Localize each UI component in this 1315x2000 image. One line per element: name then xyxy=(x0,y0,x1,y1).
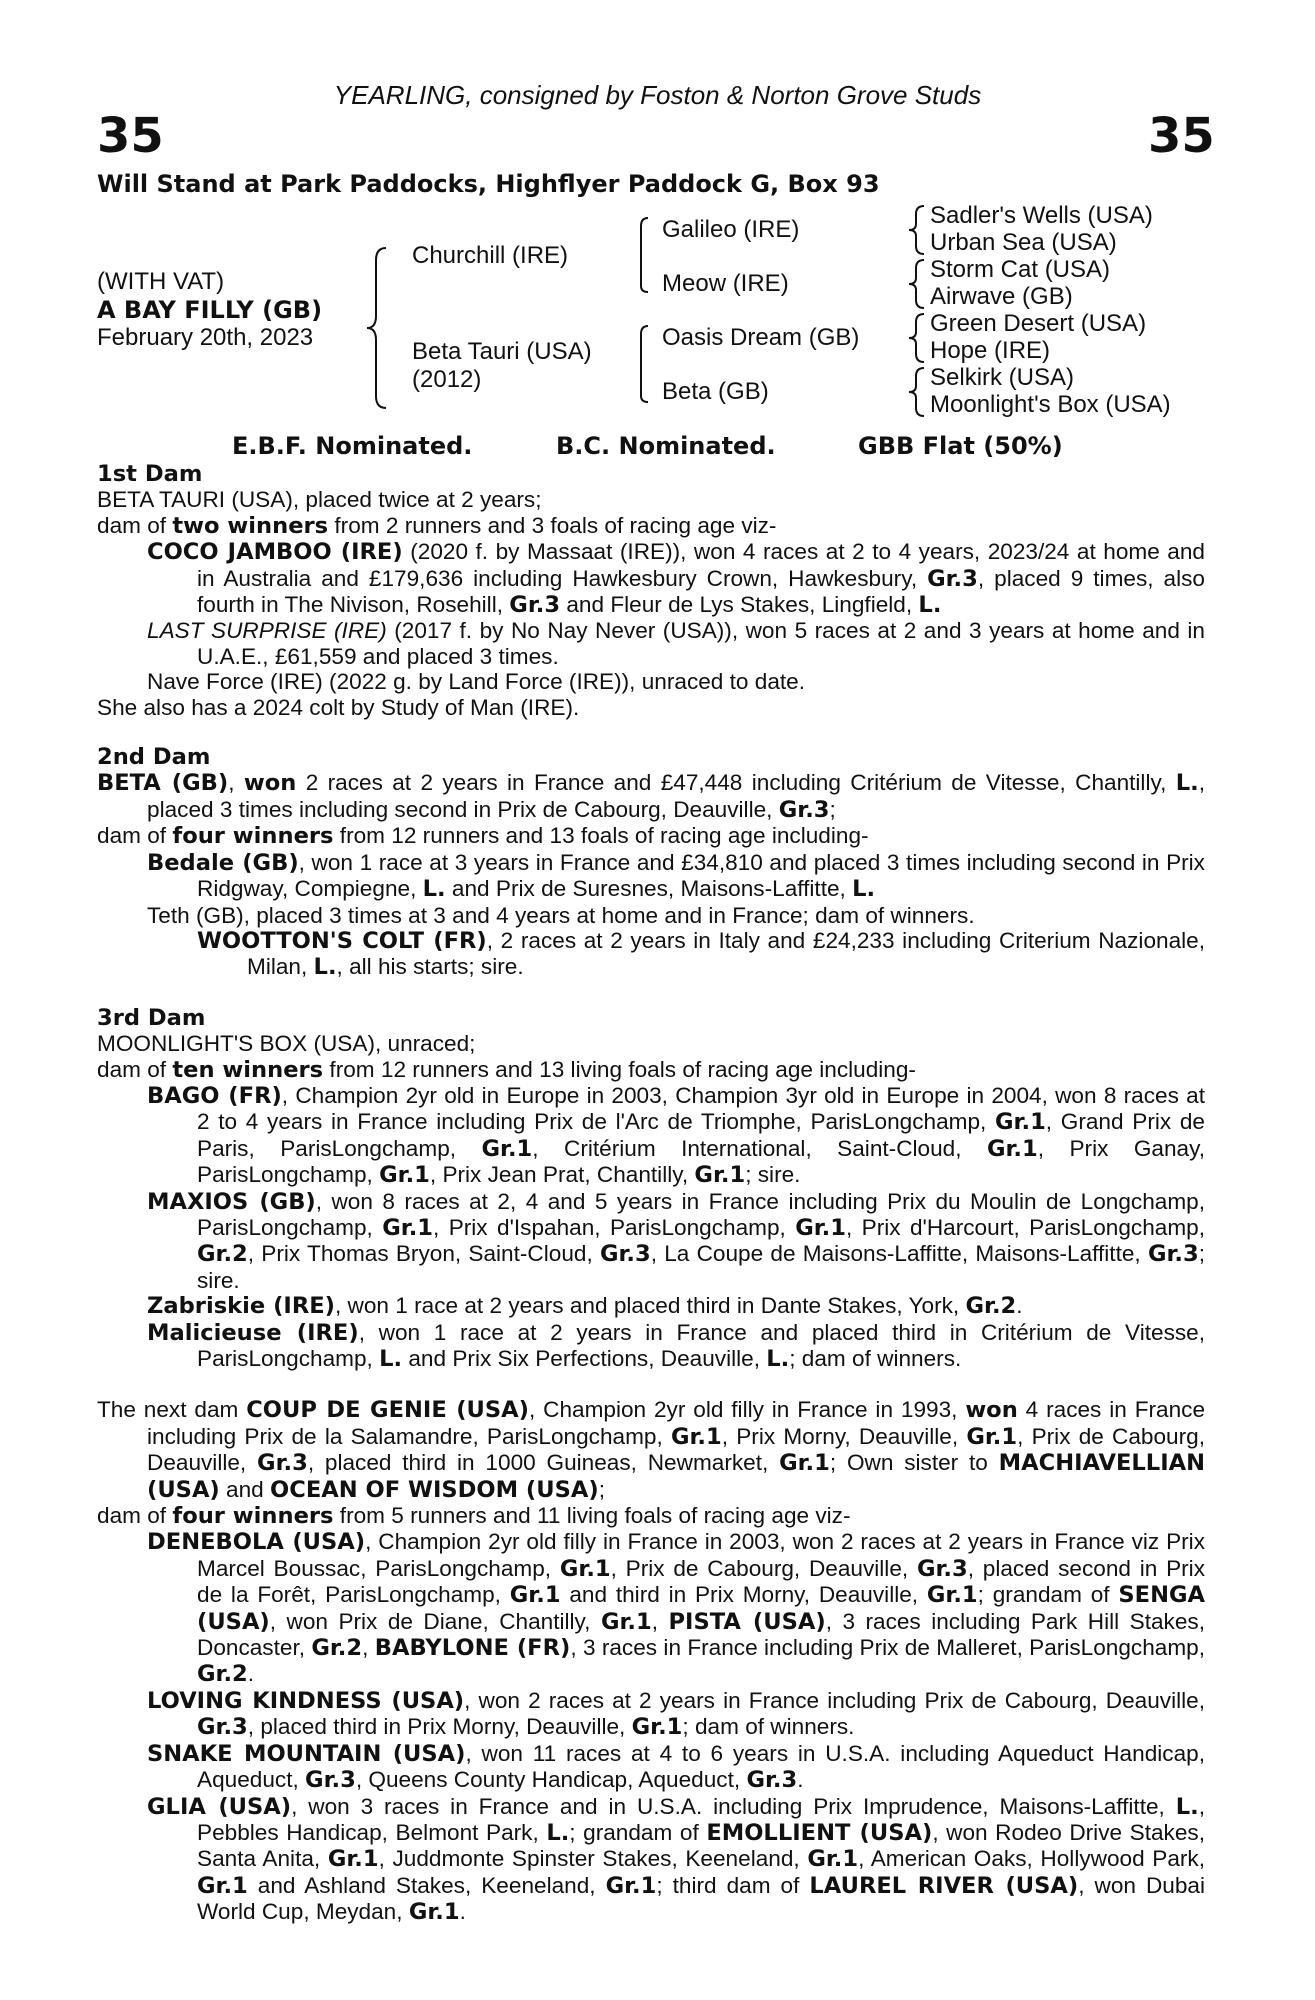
gen3-8: Moonlight's Box (USA) xyxy=(930,391,1171,418)
gen3-3: Storm Cat (USA) xyxy=(930,256,1111,283)
lot-dob: February 20th, 2023 xyxy=(97,324,314,351)
lot-number-left: 35 xyxy=(97,108,164,164)
gen3-4: Airwave (GB) xyxy=(930,283,1073,310)
gen3-brace-2 xyxy=(906,258,928,310)
progeny-last-surprise: LAST SURPRISE (IRE) (2017 f. by No Nay Never (USA)), won 5 races at 2 and 3 years at home and in U.A.E., £61,559 and placed 3 times. xyxy=(147,618,1205,669)
progeny-woottons-colt: WOOTTON'S COLT (FR), 2 races at 2 years in Italy and £24,233 including Criterium Nazionale, Milan, L., all his starts; sire. xyxy=(197,927,1205,981)
progeny-zabriskie: Zabriskie (IRE), won 1 race at 2 years and placed third in Dante Stakes, York, Gr.2. xyxy=(147,1293,1023,1320)
gen3-6: Hope (IRE) xyxy=(930,337,1051,364)
first-dam-produce-line: dam of two winners from 2 runners and 3 foals of racing age viz- xyxy=(97,512,777,539)
progeny-nave-force: Nave Force (IRE) (2022 g. by Land Force (IRE)), unraced to date. xyxy=(147,669,806,695)
gen3-brace-1 xyxy=(906,204,928,256)
consignment-note: YEARLING, consigned by Foston & Norton Grove Studs xyxy=(333,80,982,110)
progeny-teth: Teth (GB), placed 3 times at 3 and 4 years at home and in France; dam of winners. xyxy=(147,902,975,928)
gen3-1: Sadler's Wells (USA) xyxy=(930,202,1153,229)
bc-nomination: B.C. Nominated. xyxy=(556,432,776,460)
dam-sire: Oasis Dream (GB) xyxy=(662,324,860,351)
lot-name: A BAY FILLY (GB) xyxy=(97,296,323,324)
next-dam-produce-line: dam of four winners from 5 runners and 11 living foals of racing age viz- xyxy=(97,1503,851,1530)
gen3-7: Selkirk (USA) xyxy=(930,364,1075,391)
dam-dam: Beta (GB) xyxy=(662,378,769,405)
dam: Beta Tauri (USA) xyxy=(412,338,592,365)
progeny-loving-kindness: LOVING KINDNESS (USA), won 2 races at 2 years in France including Prix de Cabourg, Deauville, Gr.3, placed third in Prix Morny, Deauville, Gr.1; dam of winners. xyxy=(147,1687,1205,1741)
sire-dam: Meow (IRE) xyxy=(662,270,789,297)
progeny-malicieuse: Malicieuse (IRE), won 1 race at 2 years in France and placed third in Critérium de Vitesse, ParisLongchamp, L. and Prix Six Perfections, Deauville, L.; dam of winners. xyxy=(147,1319,1206,1372)
stand-location: Will Stand at Park Paddocks, Highflyer Paddock G, Box 93 xyxy=(97,170,880,198)
gen3-2: Urban Sea (USA) xyxy=(930,229,1117,256)
next-dam-entry: The next dam COUP DE GENIE (USA), Champion 2yr old filly in France in 1993, won 4 races in France including Prix de la Salamandre, ParisLongchamp, Gr.1, Prix Morny, Deauville, Gr.1, Prix de Cabourg, Deauville, Gr.3, placed third in 1000 Guineas, Newmarket, Gr.1; Own sister to MACHIAVELLIAN (USA) and OCEAN OF WISDOM (USA); xyxy=(97,1397,1206,1503)
gbb-flat: GBB Flat (50%) xyxy=(858,432,1063,460)
first-dam-line: BETA TAURI (USA), placed twice at 2 years; xyxy=(97,487,542,513)
gen3-brace-4 xyxy=(906,366,928,418)
third-dam-line: MOONLIGHT'S BOX (USA), unraced; xyxy=(97,1031,476,1057)
first-dam-also: She also has a 2024 colt by Study of Man (IRE). xyxy=(97,694,580,720)
progeny-glia: GLIA (USA), won 3 races in France and in U.S.A. including Prix Imprudence, Maisons-Laffitte, L., Pebbles Handicap, Belmont Park, L.; grandam of EMOLLIENT (USA), won Rodeo Drive Stakes, Santa Anita, Gr.1, Juddmonte Spinster Stakes, Keeneland, Gr.1, American Oaks, Hollywood Park, Gr.1 and Ashland Stakes, Keeneland, Gr.1; third dam of LAUREL RIVER (USA), won Dubai World Cup, Meydan, Gr.1. xyxy=(147,1793,1205,1926)
second-dam-entry: BETA (GB), won 2 races at 2 years in France and £47,448 including Critérium de Vitesse, Chantilly, L., placed 3 times including second in Prix de Cabourg, Deauville, Gr.3; xyxy=(97,770,1206,823)
second-dam-produce-line: dam of four winners from 12 runners and 13 foals of racing age including- xyxy=(97,823,869,850)
ebf-nomination: E.B.F. Nominated. xyxy=(232,432,473,460)
progeny-denebola: DENEBOLA (USA), Champion 2yr old filly in France in 2003, won 2 races at 2 years in France viz Prix Marcel Boussac, ParisLongchamp, Gr.1, Prix de Cabourg, Deauville, Gr.3, placed second in Prix de la Forêt, ParisLongchamp, Gr.1 and third in Prix Morny, Deauville, Gr.1; grandam of SENGA (USA), won Prix de Diane, Chantilly, Gr.1, PISTA (USA), 3 races including Park Hill Stakes, Doncaster, Gr.2, BABYLONE (FR), 3 races in France including Prix de Malleret, ParisLongchamp, Gr.2. xyxy=(147,1529,1206,1688)
third-dam-produce-line: dam of ten winners from 12 runners and 13 living foals of racing age including- xyxy=(97,1056,916,1083)
lot-number-right: 35 xyxy=(1148,108,1215,164)
second-dam-heading: 2nd Dam xyxy=(97,744,211,771)
gen3-5: Green Desert (USA) xyxy=(930,310,1147,337)
progeny-snake-mountain: SNAKE MOUNTAIN (USA), won 11 races at 4 to 6 years in U.S.A. including Aqueduct Handicap, Aqueduct, Gr.3, Queens County Handicap, Aqueduct, Gr.3. xyxy=(147,1740,1205,1794)
catalogue-body xyxy=(97,462,1205,1926)
dam-year: (2012) xyxy=(412,366,482,393)
gen3-brace-3 xyxy=(906,312,928,364)
vat-note: (WITH VAT) xyxy=(97,268,225,295)
progeny-maxios: MAXIOS (GB), won 8 races at 2, 4 and 5 years in France including Prix du Moulin de Longchamp, ParisLongchamp, Gr.1, Prix d'Ispahan, ParisLongchamp, Gr.1, Prix d'Harcourt, ParisLongchamp, Gr.2, Prix Thomas Bryon, Saint-Cloud, Gr.3, La Coupe de Maisons-Laffitte, Maisons-Laffitte, Gr.3; sire. xyxy=(147,1188,1206,1293)
progeny-bedale: Bedale (GB), won 1 race at 3 years in France and £34,810 and placed 3 times including second in Prix Ridgway, Compiegne, L. and Prix de Suresnes, Maisons-Laffitte, L. xyxy=(147,849,1205,903)
pedigree-main-brace xyxy=(364,246,390,410)
progeny-bago: BAGO (FR), Champion 2yr old in Europe in 2003, Champion 3yr old in Europe in 2004, won 8 races at 2 to 4 years in France including Prix de l'Arc de Triomphe, ParisLongchamp, Gr.1, Grand Prix de Paris, ParisLongchamp, Gr.1, Critérium International, Saint-Cloud, Gr.1, Prix Ganay, ParisLongchamp, Gr.1, Prix Jean Prat, Chantilly, Gr.1; sire. xyxy=(147,1082,1206,1189)
sire: Churchill (IRE) xyxy=(412,242,569,269)
progeny-coco-jamboo: COCO JAMBOO (IRE) (2020 f. by Massaat (IRE)), won 4 races at 2 to 4 years, 2023/24 at home and in Australia and £179,636 including Hawkesbury Crown, Hawkesbury, Gr.3, placed 9 times, also fourth in The Nivison, Rosehill, Gr.3 and Fleur de Lys Stakes, Lingfield, L. xyxy=(147,539,1205,619)
first-dam-heading: 1st Dam xyxy=(97,461,203,487)
dam-brace xyxy=(632,324,652,404)
third-dam-heading: 3rd Dam xyxy=(97,1004,206,1031)
sire-sire: Galileo (IRE) xyxy=(662,216,800,243)
sire-brace xyxy=(632,216,652,294)
